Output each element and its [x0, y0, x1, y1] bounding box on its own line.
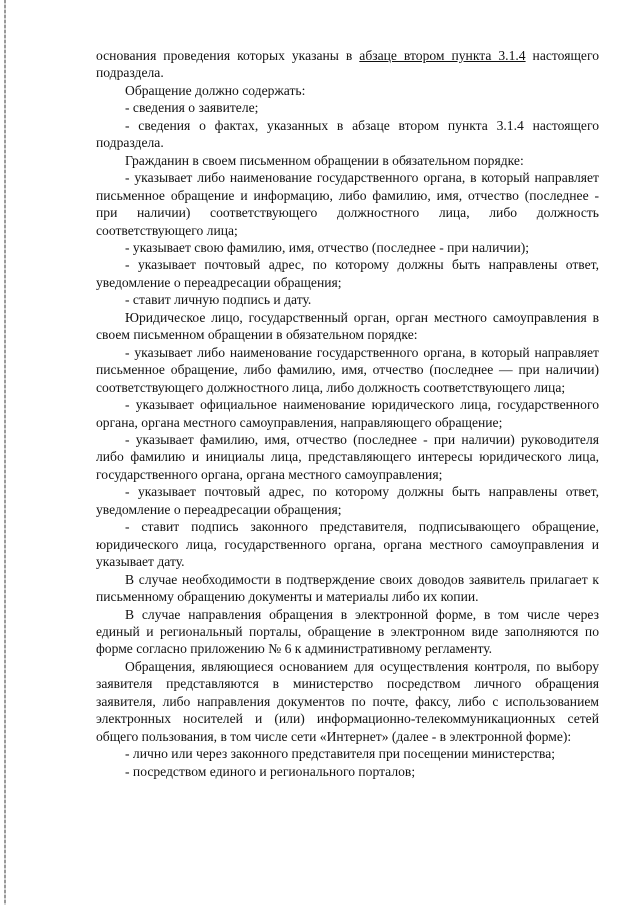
paragraph-8: - указывает почтовый адрес, по которому должны быть направлены ответ, уведомление о переадресации обращения; [96, 257, 599, 290]
paragraph-9: - ставит личную подпись и дату. [125, 292, 312, 308]
paragraph-18: Обращения, являющиеся основанием для осуществления контроля, по выбору заявителя представляются в министерство посредством личного обращения заявителя, либо направления документов по почте, факсу, либо с использованием электронных носителей и (или) информационно-телекоммуникационных сетей общего пользования, в том числе сети «Интернет» (далее - в электронной форме): [96, 658, 599, 744]
paragraph-10: Юридическое лицо, государственный орган, орган местного самоуправления в своем письменном обращении в обязательном порядке: [96, 309, 599, 343]
document-page [96, 47, 599, 780]
paragraph-7: - указывает свою фамилию, имя, отчество (последнее - при наличии); [125, 239, 530, 255]
paragraph-1-text-end: настоящего подраздела. [96, 48, 599, 81]
paragraph-6: - указывает либо наименование государственного органа, в который направляет письменное обращение и информацию, либо фамилию, имя, отчество (последнее - при наличии) соответствующего должностного лица, либо должность соответствующего лица; [96, 170, 599, 238]
paragraph-4: - сведения о фактах, указанных в абзаце втором пункта 3.1.4 настоящего подраздела. [96, 117, 599, 151]
scan-edge [4, 0, 6, 905]
paragraph-13: - указывает фамилию, имя, отчество (последнее - при наличии) руководителя либо фамилию и инициалы лица, представляющего интересы юридического лица, государственного органа, органа местного самоуправления; [96, 431, 599, 482]
paragraph-2: Обращение должно содержать: [125, 82, 306, 98]
paragraph-19: - лично или через законного представителя при посещении министерства; [125, 746, 556, 762]
paragraph-12: - указывает официальное наименование юридического лица, государственного органа, органа местного самоуправления, направляющего обращение; [96, 397, 599, 430]
paragraph-3: - сведения о заявителе; [125, 100, 259, 116]
paragraph-11: - указывает либо наименование государственного органа, в который направляет письменное обращение, либо фамилию, имя, отчество (последнее — при наличии) соответствующего должностного лица, либо должность соответствующего лица; [96, 344, 599, 395]
paragraph-16: В случае необходимости в подтверждение своих доводов заявитель прилагает к письменному обращению документы и материалы либо их копии. [96, 571, 599, 605]
paragraph-20: - посредством единого и регионального порталов; [125, 763, 416, 779]
paragraph-17: В случае направления обращения в электронной форме, в том числе через единый и региональный порталы, обращение в электронном виде заполняются по форме согласно приложению № 6 к административному регламенту. [96, 606, 599, 657]
paragraph-14: - указывает почтовый адрес, по которому должны быть направлены ответ, уведомление о переадресации обращения; [96, 484, 599, 517]
paragraph-15: - ставит подпись законного представителя, подписывающего обращение, юридического лица, государственного органа, органа местного самоуправления и указывает дату. [96, 519, 599, 570]
paragraph-1 [96, 47, 599, 82]
paragraph-1-text-start: основания проведения которых указаны в [96, 48, 360, 63]
paragraph-5: Гражданин в своем письменном обращении в обязательном порядке: [125, 152, 524, 168]
reference-link[interactable]: абзаце втором пункта 3.1.4 [359, 48, 526, 63]
